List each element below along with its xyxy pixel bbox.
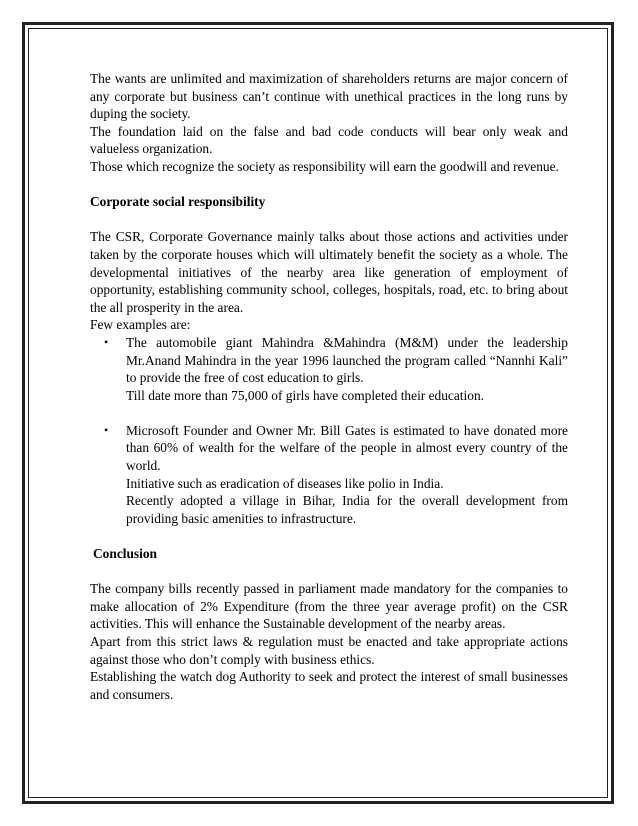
bullet-2-line-3: Recently adopted a village in Bihar, India for the overall development from providing basic amenities to infrastructure. [126, 493, 568, 526]
conclusion-paragraph-3: Establishing the watch dog Authority to seek and protect the interest of small businesses and consumers. [90, 669, 568, 702]
bullet-1-line-1: The automobile giant Mahindra &Mahindra (M&M) under the leadership Mr.Anand Mahindra in the year 1996 launched the program called “Nannhi Kali” to provide the free of cost education to girls. [126, 334, 568, 386]
bullet-2-line-1: Microsoft Founder and Owner Mr. Bill Gates is estimated to have donated more than 60% of wealth for the welfare of the people in almost every country of the world. [126, 422, 568, 474]
list-spacer [90, 404, 568, 422]
bullet-icon: • [104, 334, 109, 349]
bullet-icon: • [104, 422, 109, 437]
examples-list [90, 334, 568, 528]
csr-paragraph: The CSR, Corporate Governance mainly talks about those actions and activities under taken by the corporate houses which will ultimately benefit the society as a whole. The developmental initiatives of the nearby area like generation of employment of opportunity, establishing community school, colleges, hospitals, road, etc. to bring about the all prosperity in the area. [90, 229, 568, 315]
intro-paragraph-2: The foundation laid on the false and bad code conducts will bear only weak and valueless organization. [90, 123, 568, 157]
conclusion-paragraph-2: Apart from this strict laws & regulation must be enacted and take appropriate actions against those who don’t comply with business ethics. [90, 634, 568, 667]
conclusion-paragraph-1: The company bills recently passed in parliament made mandatory for the companies to make allocation of 2% Expenditure (from the three year average profit) on the CSR activities. This will enhance the Sustainable development of the nearby areas. [90, 581, 568, 632]
csr-heading: Corporate social responsibility [90, 194, 266, 210]
intro-paragraph-1: The wants are unlimited and maximization of shareholders returns are major concern of any corporate but business can’t continue with unethical practices in the long runs by duping the society. [90, 71, 568, 122]
document-body [90, 70, 568, 703]
list-item [90, 422, 568, 528]
bullet-2-line-2: Initiative such as eradication of diseases like polio in India. [126, 475, 444, 491]
bullet-1-line-2: Till date more than 75,000 of girls have completed their education. [126, 387, 484, 403]
examples-intro: Few examples are: [90, 317, 191, 333]
list-item [90, 334, 568, 404]
intro-paragraph-3: Those which recognize the society as responsibility will earn the goodwill and revenue. [90, 158, 559, 174]
conclusion-heading: Conclusion [93, 546, 157, 562]
